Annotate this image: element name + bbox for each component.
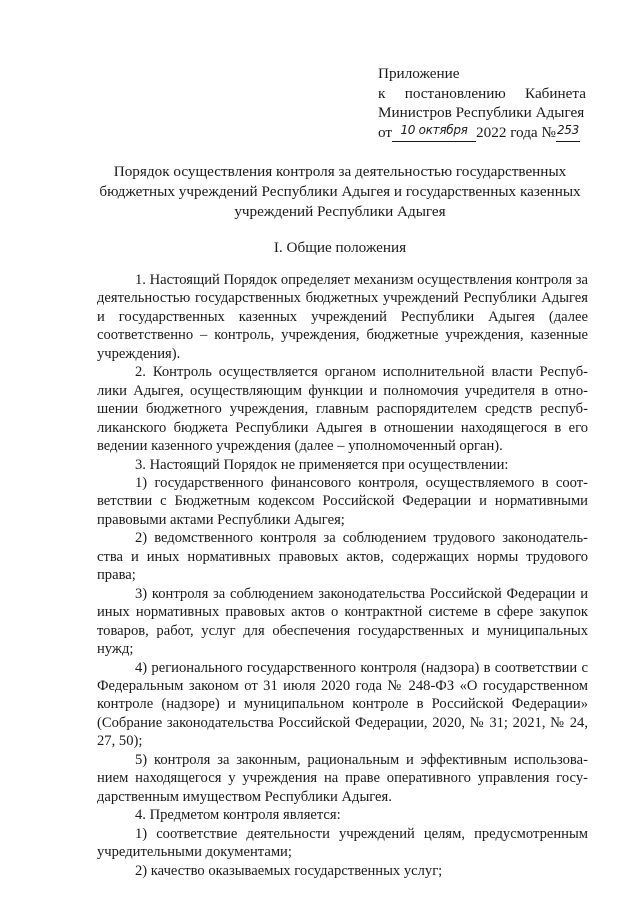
paragraph: 3. Настоящий Порядок не применяется при осуществлении: xyxy=(135,456,509,473)
date-handwritten: 10 октября xyxy=(392,123,476,143)
paragraph: 4. Предметом контроля является: xyxy=(135,807,341,824)
annex-word-postanovleniyu: постановлению xyxy=(404,84,506,102)
annex-line-1 xyxy=(378,64,586,84)
document-title: Порядок осуществления контроля за деятельностью государственных бюджетных учреждений Республики Адыгея и государственных казенных учреждений Республики Адыгея xyxy=(99,163,581,220)
annex-line-3 xyxy=(378,103,586,123)
document-body xyxy=(97,271,588,880)
paragraph: 2. Контроль осуществляется органом исполнительной власти Республики Адыгея, осуществляющим функции и полномочия учредителя в отношении бюджетного учреждения, главным распорядителем средств республиканского бюджета Республики Адыгея в отношении находящегося в его ведении казенного учреждения (далее – уполномоченный орган). xyxy=(97,364,588,455)
section-heading: I. Общие положения xyxy=(273,239,407,256)
paragraph: 3) контроля за соблюдением законодательства Российской Федерации и иных нормативных правовых актов о контрактной системе в сфере закупок товаров, работ, услуг для обеспечения государственных и муниципальных нужд; xyxy=(97,585,588,658)
date-prefix: от xyxy=(378,123,393,141)
annex-ministers: Министров Республики Адыгея xyxy=(378,104,585,122)
paragraph: 5) контроля за законным, рациональным и эффективным использованием находящегося у учреждения на праве оперативного управления государственным имуществом Республики Адыгея. xyxy=(97,751,588,805)
paragraph: 2) ведомственного контроля за соблюдением трудового законодательства и иных нормативных правовых актов, содержащих нормы трудового права; xyxy=(97,530,588,584)
date-suffix: 2022 года № xyxy=(476,123,556,141)
paragraph: 1. Настоящий Порядок определяет механизм осуществления контроля за деятельностью государственных бюджетных учреждений Республики Адыгея и государственных казенных учреждений Республики Адыгея (далее соответственно – контроль, учреждения, бюджетные учреждения, казенные учреждения). xyxy=(97,272,588,362)
annex-word-k: к xyxy=(378,84,386,102)
annex-block xyxy=(378,64,586,142)
paragraph: 4) регионального государственного контроля (надзора) в соответствии с Федеральным законом от 31 июля 2020 года № 248-ФЗ «О государственном контроле (надзоре) и муниципальном контроле в Российской Федерации» (Собрание законодательства Российской Федерации, 2020, № 31; 2021, № 24, 27, 50); xyxy=(97,659,588,750)
paragraph: 2) качество оказываемых государственных услуг; xyxy=(135,862,443,879)
paragraph: 1) соответствие деятельности учреждений целям, предусмотренным учредительными документами; xyxy=(97,825,588,861)
annex-line-2 xyxy=(378,84,586,104)
annex-word-kabineta: Кабинета xyxy=(525,84,586,102)
annex-label: Приложение xyxy=(378,65,460,82)
paragraph: 1) государственного финансового контроля, осуществляемого в соответствии с Бюджетным кодексом Российской Федерации и нормативными правовыми актами Республики Адыгея; xyxy=(97,474,588,528)
annex-date-line xyxy=(378,123,586,143)
number-handwritten: 253 xyxy=(556,123,580,143)
